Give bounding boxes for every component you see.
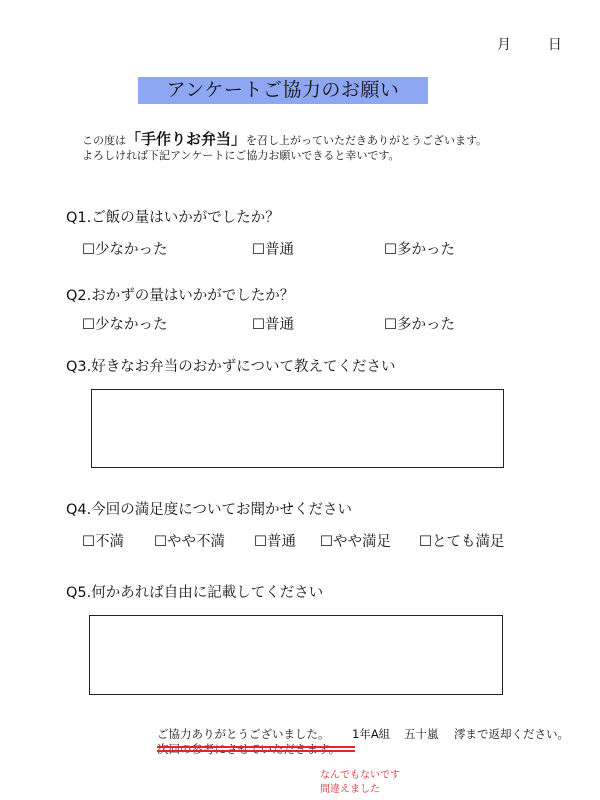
date-field xyxy=(497,34,562,54)
question-3-label: Q3.好きなお弁当のおかずについて教えてください xyxy=(66,359,396,375)
q2-option-few[interactable]: ☐少なかった xyxy=(82,317,168,333)
question-2-label: Q2.おかずの量はいかがでしたか？ xyxy=(66,288,295,304)
intro-line-1-post: を召し上がっていただきありがとうございます。 xyxy=(246,134,488,147)
intro-line-1 xyxy=(82,128,487,149)
page-title: アンケートご協力のお願い xyxy=(138,77,428,104)
q1-option-normal[interactable]: ☐普通 xyxy=(252,242,294,258)
q4-option-dissatisfied[interactable]: ☐不満 xyxy=(82,534,124,550)
intro-line-1-pre: この度は xyxy=(82,134,126,147)
question-1-label: Q1.ご飯の量はいかがでしたか？ xyxy=(66,210,280,226)
intro-line-2: よろしければ下記アンケートにご協力お願いできると幸いです。 xyxy=(82,149,400,162)
intro-emphasis: 「手作りお弁当」 xyxy=(126,130,247,148)
strike-line-bottom xyxy=(157,750,355,752)
q4-option-very-satisfied[interactable]: ☐とても満足 xyxy=(419,534,505,550)
handwritten-note-2: 間違えました xyxy=(320,784,380,795)
handwritten-note-1: なんでもないです xyxy=(320,770,400,781)
footer-thanks: ご協力ありがとうございました。 xyxy=(157,727,330,741)
q4-option-somewhat-satisfied[interactable]: ☐やや満足 xyxy=(320,534,391,550)
q4-option-normal[interactable]: ☐普通 xyxy=(254,534,296,550)
q2-option-normal[interactable]: ☐普通 xyxy=(252,317,294,333)
month-label: 月 xyxy=(497,37,511,53)
footer-name: 五十嵐 xyxy=(404,727,439,741)
q2-option-many[interactable]: ☐多かった xyxy=(384,317,455,333)
strike-line-top xyxy=(157,746,355,748)
struck-text: 次回の参考にさせていただきます。 xyxy=(157,742,341,756)
question-5-label: Q5.何かあれば自由に記載してください xyxy=(66,585,324,601)
q5-answer-box[interactable] xyxy=(89,615,503,695)
question-4-label: Q4.今回の満足度についてお聞かせください xyxy=(66,502,352,518)
q3-answer-box[interactable] xyxy=(91,389,504,468)
day-label: 日 xyxy=(547,37,562,53)
q1-option-many[interactable]: ☐多かった xyxy=(384,242,455,258)
footer-return: 澪まで返却ください。 xyxy=(454,727,569,741)
q4-option-somewhat-dissatisfied[interactable]: ☐やや不満 xyxy=(154,534,225,550)
q1-option-few[interactable]: ☐少なかった xyxy=(82,242,168,258)
footer-class: 1年A組 xyxy=(352,727,391,741)
